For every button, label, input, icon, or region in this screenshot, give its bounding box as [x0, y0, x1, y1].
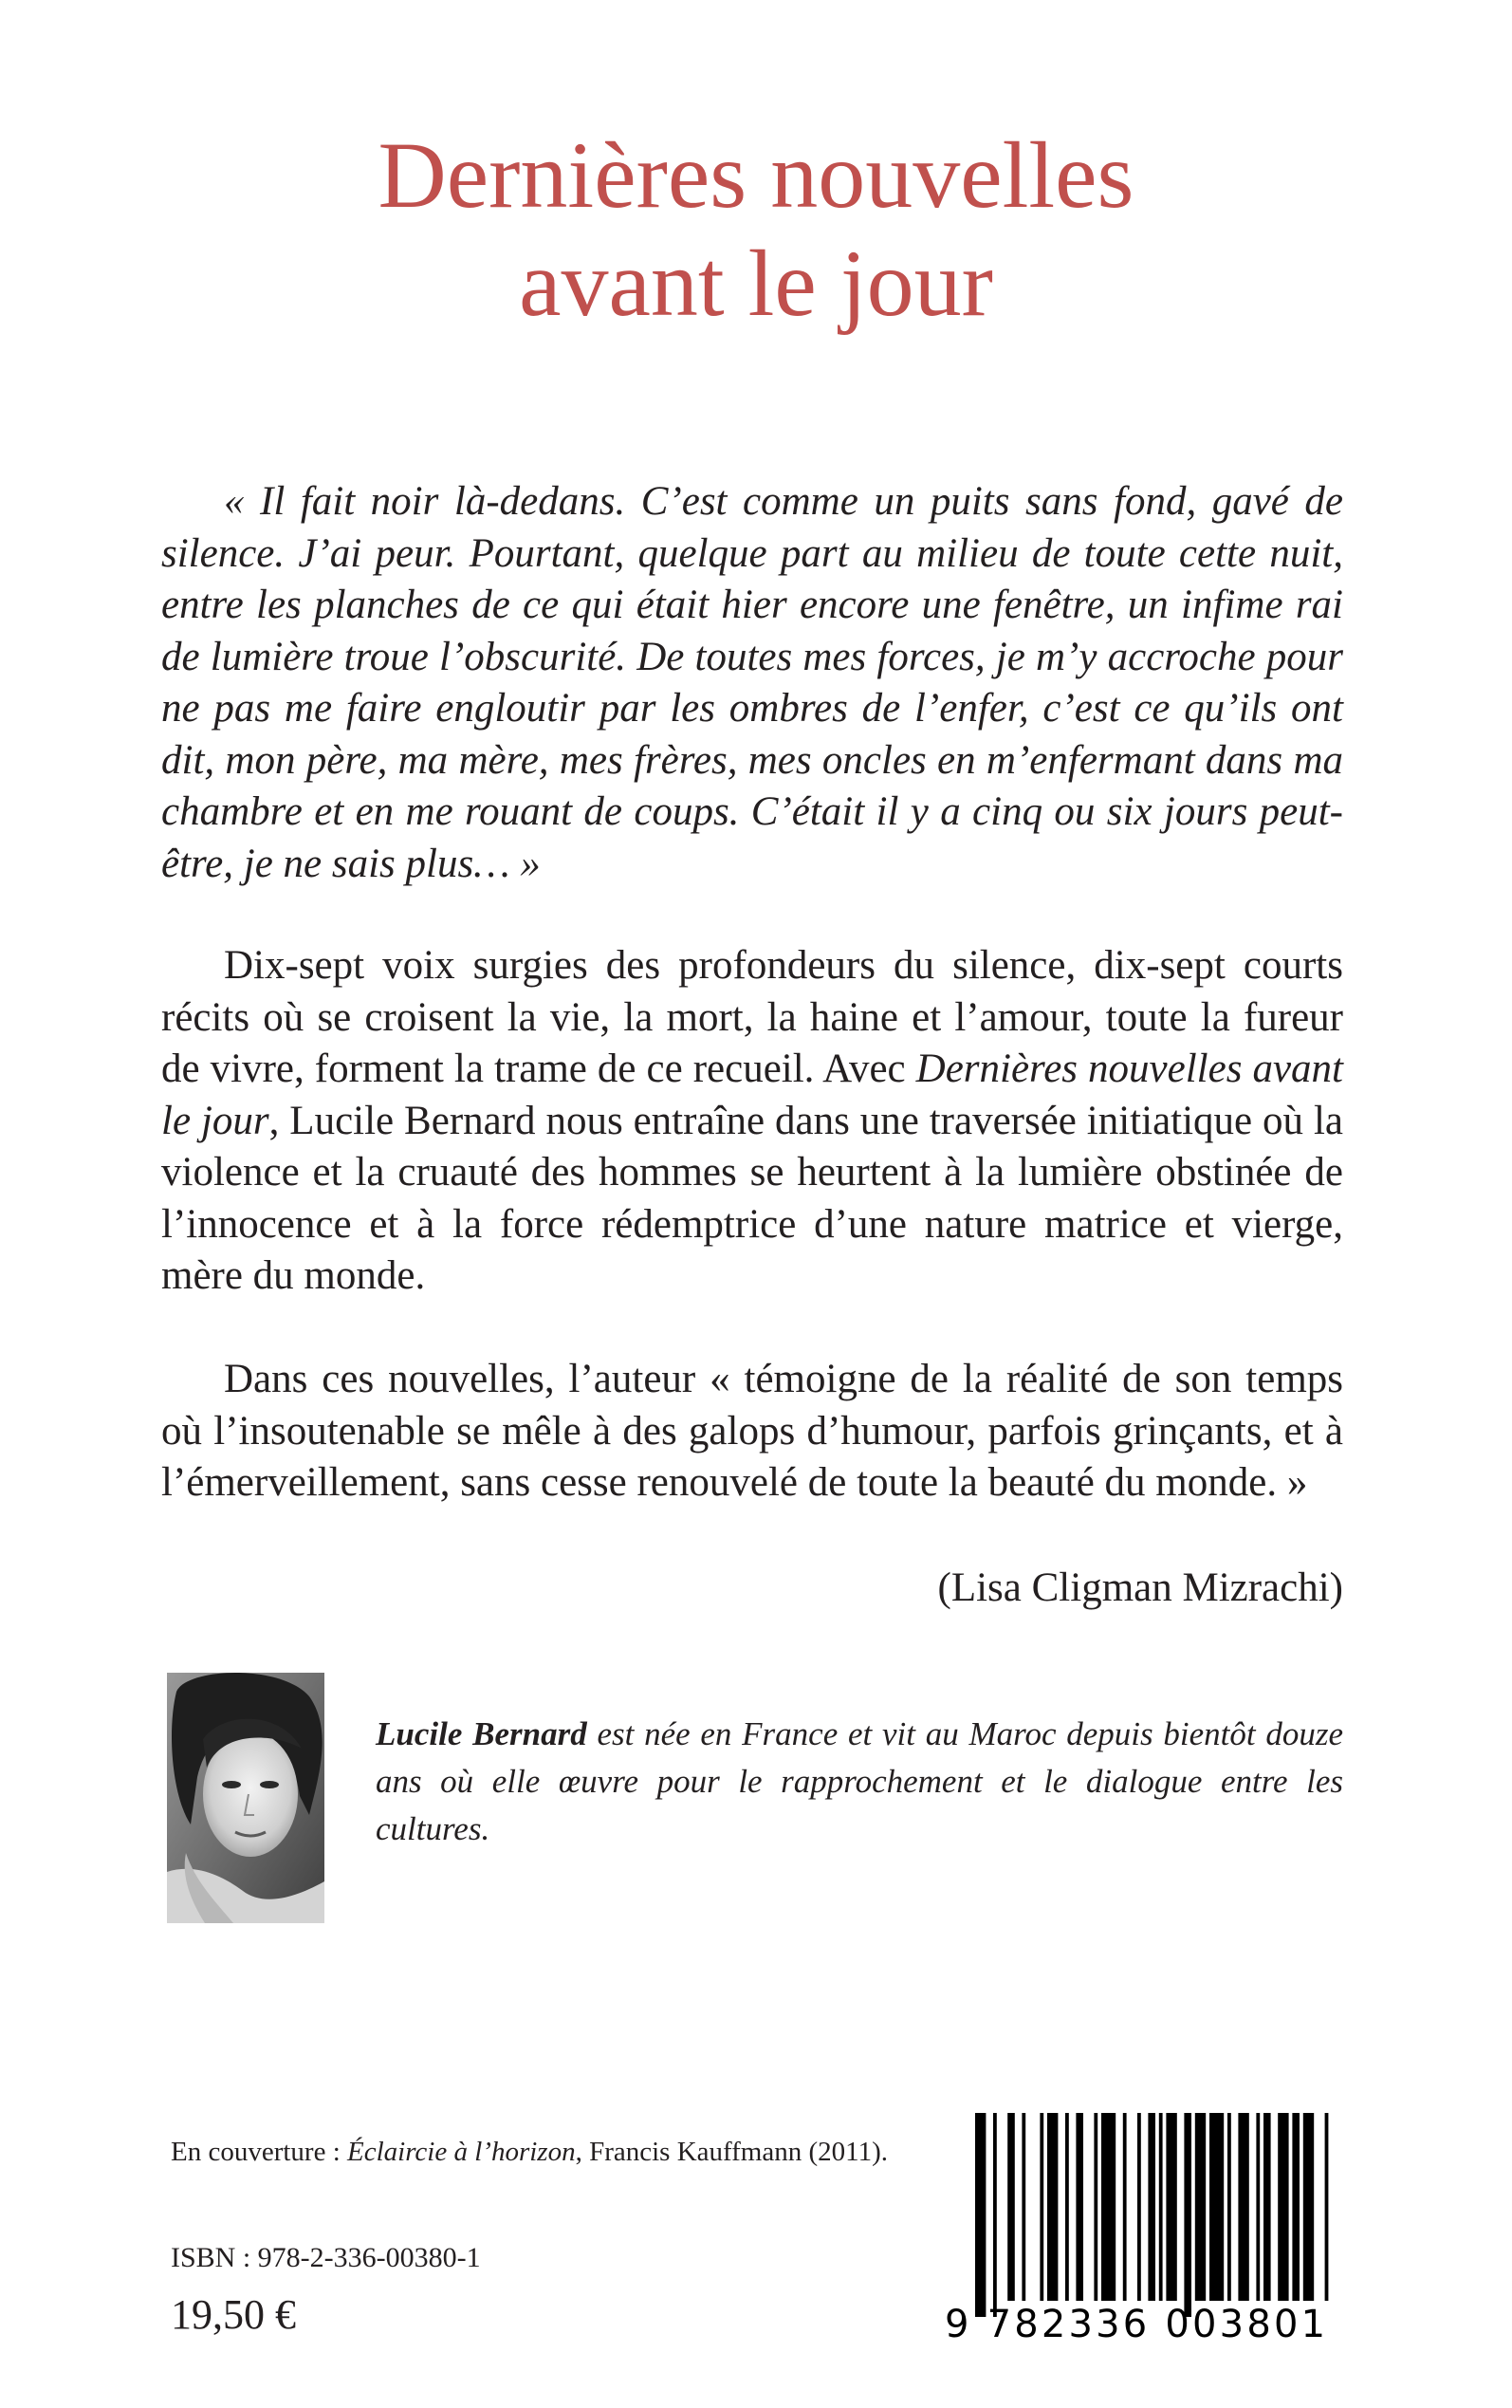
barcode-bar [1263, 2113, 1271, 2301]
author-bio [376, 1711, 1343, 1853]
author-name: Lucile Bernard [376, 1715, 587, 1752]
isbn: ISBN : 978-2-336-00380-1 [171, 2242, 481, 2273]
barcode-bar [1040, 2113, 1043, 2301]
barcode-bar [1256, 2113, 1260, 2301]
book-title-line-1: Dernières nouvelles [378, 122, 1134, 228]
cover-credit-prefix: En couverture : [171, 2137, 348, 2167]
barcode-bar [1195, 2113, 1206, 2301]
excerpt-quote [161, 476, 1343, 890]
author-photo [167, 1673, 324, 1923]
barcode-bar [1123, 2113, 1127, 2301]
cover-credit [171, 2136, 888, 2168]
barcode-bar [975, 2113, 986, 2317]
barcode-bar [1022, 2113, 1025, 2301]
barcode-bar [1292, 2113, 1300, 2301]
review-paragraph: Dans ces nouvelles, l’auteur « témoigne de la réalité de son temps où l’insoutenable se mêle à des galops d’humour, parfois grinçants, et à l’émerveillement, sans cesse renouvelé de toute la beauté du monde. » [161, 1357, 1343, 1505]
summary-book-title: Dernières nouvelles avant le jour [161, 1047, 1343, 1143]
author-bio-text: est née en France et vit au Maroc depuis bientôt douze ans où elle œuvre pour le rapprochement et le dialogue entre les cultures. [376, 1715, 1343, 1847]
summary-text-1: Dix-sept voix surgies des profondeurs du silence, dix-sept courts récits où se croisent la vie, la mort, la haine et l’amour, toute la fureur de vivre, forment la trame de ce recueil. Avec [161, 943, 1343, 1091]
barcode-digits: 9 782336 003801 [945, 2303, 1329, 2346]
barcode-bar [1094, 2113, 1097, 2301]
barcode-bar [1148, 2113, 1155, 2301]
barcode-bar [1047, 2113, 1058, 2301]
barcode-bar [1065, 2113, 1069, 2301]
barcode-bar [1303, 2113, 1314, 2301]
barcode-bar [1325, 2113, 1329, 2301]
price: 19,50 € [171, 2291, 296, 2338]
barcode-bar [1278, 2113, 1288, 2301]
barcode-bar [1007, 2113, 1015, 2301]
review-credit: (Lisa Cligman Mizrachi) [937, 1565, 1343, 1610]
excerpt-quote-text: « Il fait noir là-dedans. C’est comme un puits sans fond, gavé de silence. J’ai peur. Pourtant, quelque part au milieu de toute cette nuit, entre les planches de ce qui était hier encore une fenêtre, un infime rai de lumière troue l’obscurité. De toutes mes forces, je m’y accroche pour ne pas me faire engloutir par les ombres de l’enfer, c’est ce qu’ils ont dit, mon père, ma mère, mes frères, mes oncles en m’enfermant dans ma chambre et en me rouant de coups. C’était il y a cinq ou six jours peut-être, je ne sais plus… » [161, 479, 1343, 886]
barcode-bar [1076, 2113, 1083, 2301]
barcode-bar [1209, 2113, 1224, 2301]
barcode-bar [1238, 2113, 1248, 2301]
barcode-bar [1166, 2113, 1176, 2301]
summary-text-2: , Lucile Bernard nous entraîne dans une traversée initiatique où la violence et la cruauté des hommes se heurtent à la lumière obstinée de l’innocence et à la force rédemptrice d’une nature matrice et vierge, mère du monde. [161, 1098, 1343, 1298]
barcode-bar [1137, 2113, 1141, 2301]
barcode-bar [1159, 2113, 1163, 2301]
barcode-bar [1227, 2113, 1231, 2301]
summary-paragraph [161, 940, 1343, 1303]
book-title [0, 121, 1512, 338]
book-title-line-2: avant le jour [519, 231, 993, 336]
barcode-bar [1184, 2113, 1191, 2317]
barcode-bar [1101, 2113, 1116, 2301]
cover-artwork-title: Éclaircie à l’horizon [347, 2137, 576, 2167]
cover-credit-suffix: , Francis Kauffmann (2011). [575, 2137, 888, 2167]
barcode-bar [993, 2113, 997, 2317]
